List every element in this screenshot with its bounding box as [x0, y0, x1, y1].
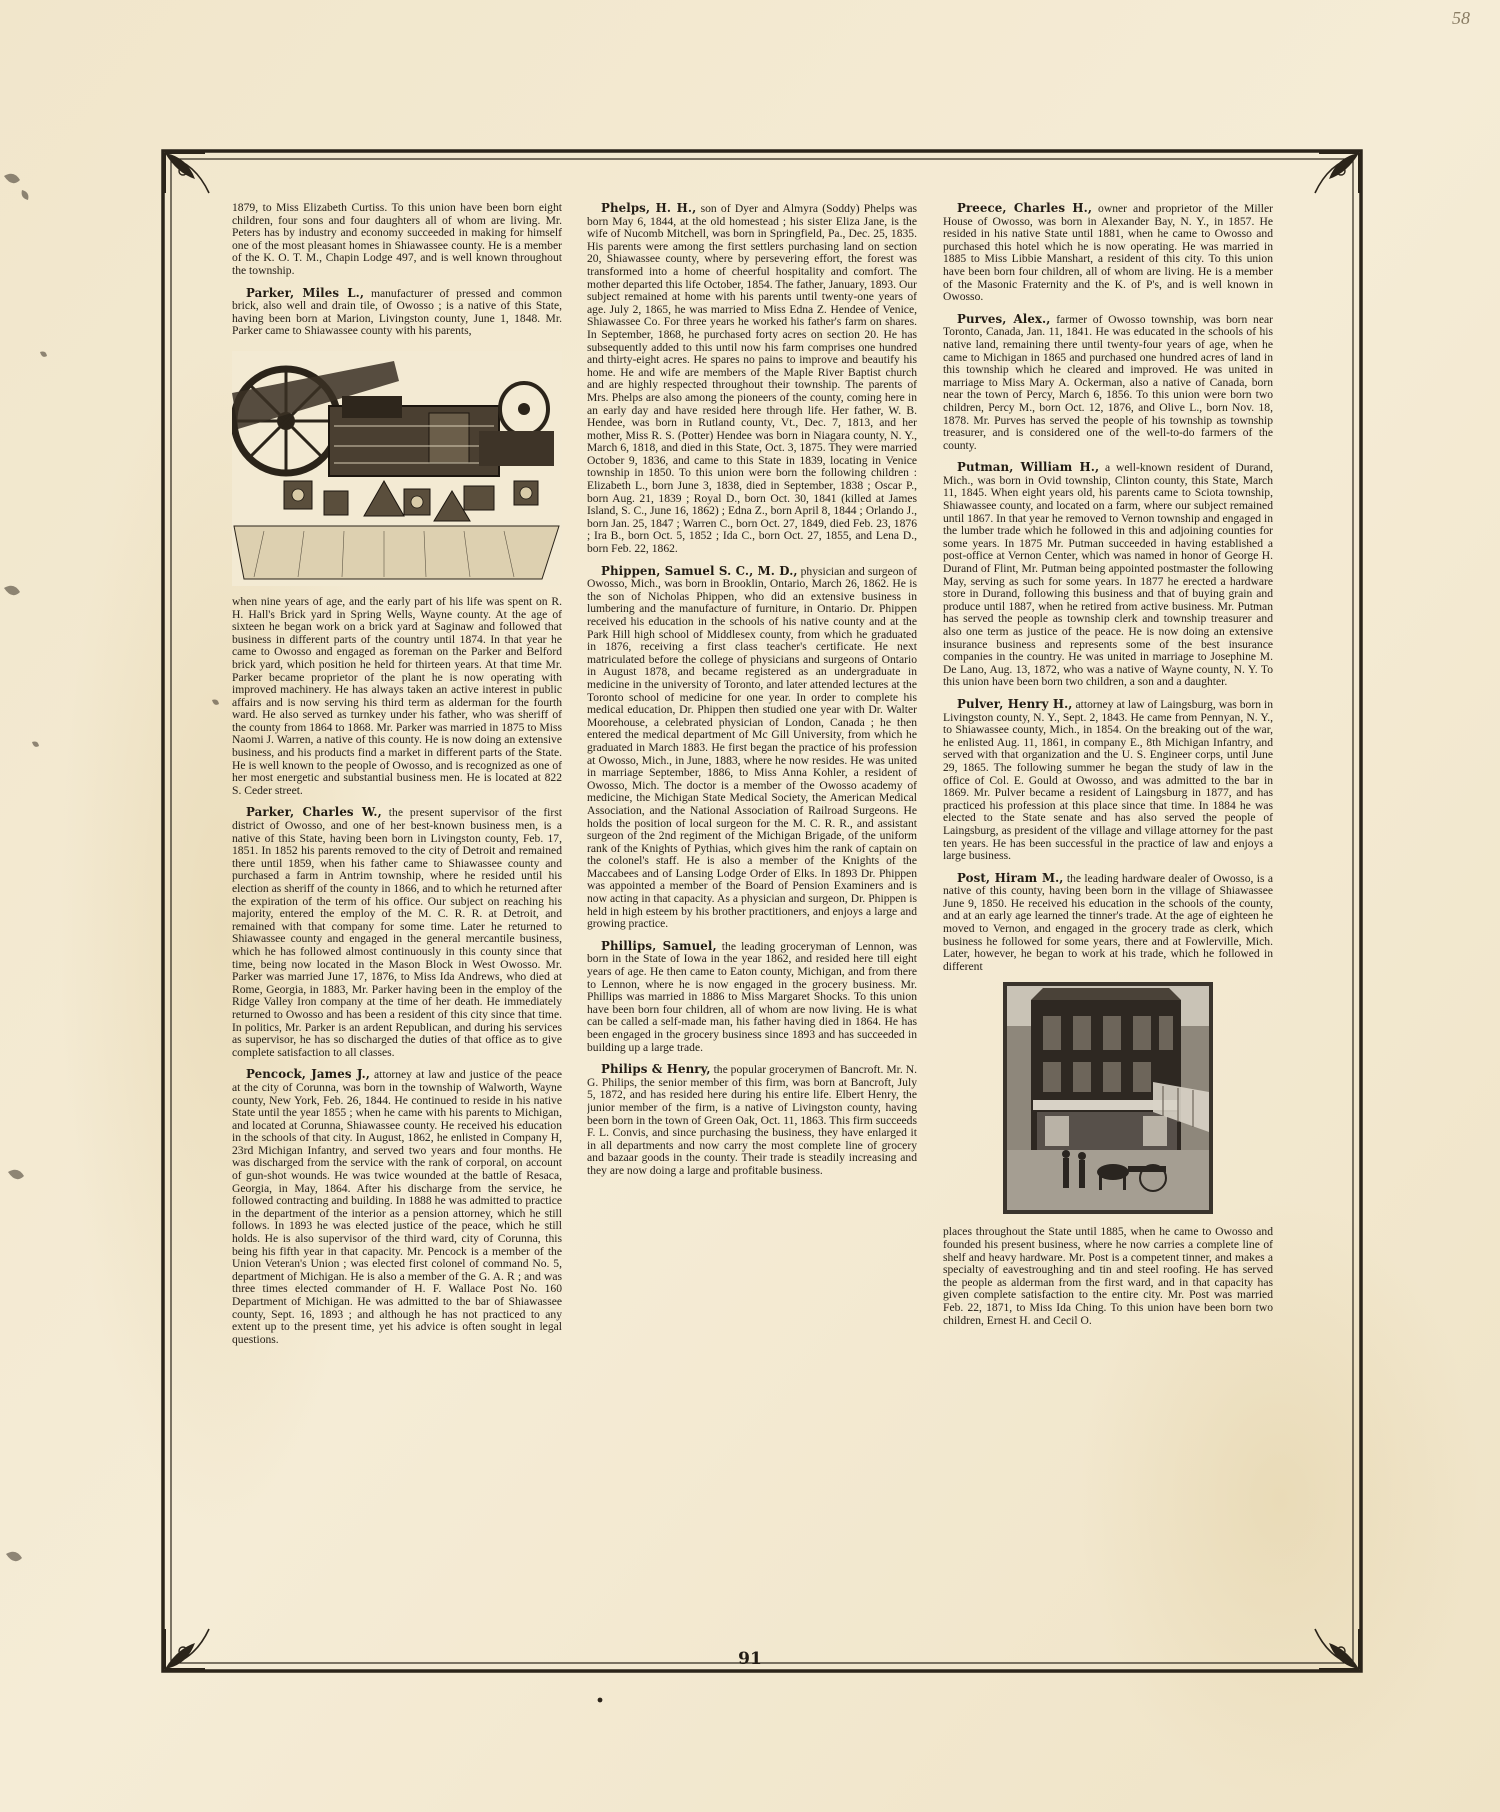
entry-name: Putman, William H.,	[957, 460, 1100, 475]
entry-name: Purves, Alex.,	[957, 311, 1051, 326]
entry-name: Pencock, James J.,	[246, 1067, 371, 1082]
entry-parker-miles-continued: when nine years of age, and the early part of his life was spent on R. H. Hall's Brick yard in Spring Wells, Wayne county. At the age of sixteen he began work on a brick yard at Saginaw and followed that business in different parts of the country until 1874. In that year he came to Owosso and engaged as foreman on the Parker and Belford brick yard, which position he held for thirteen years. At that time Mr. Parker became proprietor of the plant he is now operating with improved machinery. He has always taken an active interest in public affairs and is now serving his third term as alderman for the fourth ward. He also served as turnkey under his father, who was sheriff of the county from 1864 to 1868. Mr. Parker was married in 1875 to Miss Naomi J. Warren, a native of this county. He is now doing an extensive business, and his products find a market in different parts of the State. He is well known to the people of Owosso, and is recognized as one of her most energetic and substantial business men. He is located at 822 S. Ceder street.	[232, 594, 562, 797]
entry-post-hiram-continued: places throughout the State until 1885, when he came to Owosso and founded his present business, where he now carries a complete line of shelf and heavy hardware. Mr. Post is a competent tinner, and makes a specialty of eavestroughing and tin and steel roofing. He has served the people as alderman from the first ward, and in that capacity has given complete satisfaction to the entire city. Mr. Post was married Feb. 22, 1871, to Miss Ida Ching. To this union have been born two children, Ernest H. and Cecil O.	[943, 1225, 1273, 1327]
entry-post-hiram: Post, Hiram M., the leading hardware dealer of Owosso, is a native of this county, having been born in the village of Shiawassee June 9, 1850. He received his education in the schools of the county, and at an early age learned the tinner's trade. At the age of eighteen he moved to Vernon, and engaged in the grocery trade as clerk, which business he followed for some years, there and at Fowlerville, Mich. Later, however, he began to work at his trade, which he followed in different	[943, 870, 1273, 973]
text-column-2	[587, 202, 917, 1632]
entry-phillips-samuel: Phillips, Samuel, the leading groceryman of Lennon, was born in the State of Iowa in the year 1862, and resided here till eight years of age. He then came to Eaton county, Michigan, and from there to Lennon, where he is now engaged in the grocery business. Mr. Phillips was married in 1886 to Miss Margaret Shocks. To this union have been born four children, all of whom are now living. He is what can be called a self-made man, his father having died in 1864. He has been engaged in the grocery business since 1893 and has succeeded in building up a large trade.	[587, 938, 917, 1054]
entry-name: Parker, Charles W.,	[246, 805, 382, 820]
storefront-photograph-icon	[1003, 982, 1213, 1214]
entry-pulver: Pulver, Henry H., attorney at law of Laingsburg, was born in Livingston county, N. Y., Sept. 2, 1843. He came from Pennyan, N. Y., to Shiawassee county, Mich., in 1854. On the breaking out of the war, he enlisted Aug. 11, 1861, in company E., 8th Michigan Infantry, and served with that organization and the U. S. Engineer corps, until June 29, 1865. The following summer he began the study of law in the office of Col. E. Gould at Owosso, and was admitted to the bar in 1869. Mr. Pulver became a resident of Laingsburg in 1877, and has practiced his profession at this place since that time. In 1884 he was elected to the State senate and has also served the people of Laingsburg, as president of the village and village attorney for the past ten years. He has been successful in the practice of law and enjoys a large business.	[943, 696, 1273, 863]
entry-pencock-james: Pencock, James J., attorney at law and justice of the peace at the city of Corunna, was born in the township of Walworth, Wayne county, New York, Feb. 26, 1844. He continued to reside in his native State until the year 1855 ; when he came with his parents to Michigan, and located at Corunna, Shiawassee county. He received his education in the schools of that city. In August, 1862, he enlisted in Company H, 23rd Michigan Infantry, and served two years and four months. He was discharged from the service with the rank of corporal, on account of gun-shot wounds. He was twice wounded at the battle of Resaca, Georgia, in May, 1864. After his discharge from the service, he followed contracting and building. In 1888 he was admitted to practice in the department of the interior as a pension attorney, which he still follows. In 1893 he was elected justice of the peace, which he still holds. He is also supervisor of the third ward, city of Corunna, this being his fifth year in that capacity. Mr. Pencock is a member of the Union Veteran's Union ; was elected first colonel of command No. 5, department of Michigan. He is also a member of the G. A. R ; and was three times elected commander of H. F. Wallace Post No. 160 Department of Michigan. He was admitted to the bar of Shiawassee county, Sept. 16, 1893 ; and although he has not practiced to any extent up to the present time, yet his advice is often sought in legal questions.	[232, 1067, 562, 1346]
entry-name: Pulver, Henry H.,	[957, 696, 1073, 711]
entry-name: Parker, Miles L.,	[246, 285, 365, 300]
handwritten-page-note: 58	[1452, 8, 1470, 28]
entry-philips-henry: Philips & Henry, the popular grocerymen of Bancroft. Mr. N. G. Philips, the senior member of this firm, was born at Bancroft, July 5, 1872, and has resided here during his entire life. Elbert Henry, the junior member of the firm, is a native of Livingston county, having been born in the town of Green Oak, Oct. 11, 1863. This firm succeeds F. L. Convis, and since purchasing the business, they have enlarged it in all departments and now carry the most complete line of grocery and bazaar goods in the county. Their trade is steadily increasing and they are now doing a large and profitable business.	[587, 1062, 917, 1177]
entry-name: Phelps, H. H.,	[601, 202, 697, 215]
entry-purves: Purves, Alex., farmer of Owosso township, was born near Toronto, Canada, Jan. 11, 1841. He was educated in the schools of his native land, remaining there until twenty-four years of age, when he came to Michigan in 1865 and purchased one hundred acres of land in this township which he cleared and improved. He was united in marriage to Miss Mary A. Ockerman, also a native of Canada, born near the town of Percy, March 6, 1856. To this union were born two children, Percy M., born Oct. 12, 1876, and Olive L., born Nov. 18, 1878. Mr. Purves has served the people of his township as township treasurer, and is considered one of the well-to-do farmers of the county.	[943, 311, 1273, 452]
entry-name: Preece, Charles H.,	[957, 202, 1093, 215]
page-number: 91	[738, 1649, 762, 1669]
text-column-1	[232, 202, 562, 1632]
entry-parker-miles: Parker, Miles L., manufacturer of pressed and common brick, also well and drain tile, of Owosso ; is a native of this State, having been born at Marion, Livingston county, June 1, 1848. Mr. Parker came to Shiawassee county with his parents,	[232, 285, 562, 338]
entry-phelps: Phelps, H. H., son of Dyer and Almyra (Soddy) Phelps was born May 6, 1844, at the old homestead ; his sister Eliza Jane, is the wife of Nucomb Mitchell, was born in Springfield, Pa., Dec. 25, 1835. His parents were among the first settlers purchasing land on section 20, Shiawassee county, where by persevering effort, the forest was transformed into a home of cheerful hospitality and comfort. The mother departed this life October, 1854. The father, January, 1893. Our subject remained at home with his parents until twenty-one years of age. July 2, 1865, he was married to Miss Edna Z. Hendee of Venice, Shiawassee Co. For three years he worked his father's farm on shares. In September, 1868, he purchased forty acres on section 20. He has subsequently added to this until now his farm comprises one hundred and thirty-eight acres. He spares no pains to improve and beautify his home. He and wife are members of the Maple River Baptist church and are highly respected throughout their township. The parents of Mrs. Phelps are also among the pioneers of the county, coming here in an early day and have resided here through life. Her father, W. B. Hendee, was born in Rutland county, Vt., Dec. 7, 1813, and her mother, Miss R. S. (Potter) Hendee was born in Niagara county, N. Y., March 6, 1818, and died in this State, Oct. 3, 1875. They were married October 9, 1836, and came to this State in 1839, locating in Venice township in 1850. To this union were born the following children : Elizabeth L., born June 3, 1838, died in September, 1838 ; Oscar P., born Aug. 21, 1839 ; Royal D., born Oct. 30, 1841 (killed at James Island, S. C., June 16, 1862) ; Edna Z., born April 8, 1844 ; Orlando J., born Jan. 25, 1847 ; Warren C., born Oct. 27, 1849, died Feb. 23, 1876 ; Ira B., born Oct. 5, 1852 ; Ida C., born Oct. 27, 1855, and Lena D., born Feb. 22, 1862.	[587, 202, 917, 556]
entry-parker-charles: Parker, Charles W., the present supervisor of the first district of Owosso, and one of her best-known business men, is a native of this State, having been born in Livingston county, Feb. 17, 1851. In 1852 his parents removed to the city of Detroit and remained there until 1859, when his father came to Shiawassee county and purchased a farm in Antrim township, where he resided until his election as sheriff of the county in 1866, and to which he returned after the expiration of the term of his office. Our subject on reaching his majority, entered the employ of the M. C. R. R. at Detroit, and remained with that company for some time. Later he returned to Shiawassee county and engaged in the general mercantile business, which he has followed almost continuously in this county since that time, being now located in the Mason Block in West Owosso. Mr. Parker was married June 17, 1876, to Miss Ida Andrews, who died at Rome, Georgia, in 1883, Mr. Parker having been in the employ of the Ridge Valley Iron company at the time of her death. He immediately returned to Owosso and has been a resident of this city since that time. In politics, Mr. Parker is an ardent Republican, and during his services as supervisor, he has so discharged the duties of that office as to give complete satisfaction to all classes.	[232, 805, 562, 1059]
entry-name: Phillips, Samuel,	[601, 938, 717, 953]
paragraph-peters-continued: 1879, to Miss Elizabeth Curtiss. To this union have been born eight children, four sons and four daughters all of whom are living. Mr. Peters has by industry and economy succeeded in making for himself one of the most pleasant homes in Shiawassee county. He is a member of the K. O. T. M., Chapin Lodge 497, and is well known throughout the township.	[232, 202, 562, 277]
entry-name: Post, Hiram M.,	[957, 870, 1064, 885]
entry-putman: Putman, William H., a well-known resident of Durand, Mich., was born in Ovid township, Clinton county, this State, March 11, 1845. When eight years old, his parents came to Sciota township, Shiawassee county, and located on a farm, where our subject remained until 1867. In that year he removed to Vernon township and engaged in the lumber trade which he followed in this and adjoining counties for some years. In 1875 Mr. Putman succeeded in having established a post-office at Vernon Center, which was named in honor of George H. Durand of Flint, Mr. Putman being appointed postmaster the following May, serving as such for some years. In 1877 he erected a hardware store in Durand, following this business and that of buying grain and produce until 1887, when he retired from active business. Mr. Putman has served the people as township clerk and township treasurer and also one term as justice of the peace. He is now doing an extensive insurance business and represents some of the best insurance companies in the country. He was united in marriage to Josephine M. De Lano, Aug. 13, 1872, who was a native of Wayne county, N. Y. To this union have been born two children, a son and a daughter.	[943, 460, 1273, 689]
entry-name: Phippen, Samuel S. C., M. D.,	[601, 563, 798, 578]
brick-machine-engraving-icon	[232, 351, 562, 586]
entry-name: Philips & Henry,	[601, 1062, 711, 1077]
entry-preece: Preece, Charles H., owner and proprietor of the Miller House of Owosso, was born in Alexander Bay, N. Y., in 1857. He resided in his native State until 1881, when he came to Owosso and purchased this hotel which he is now operating. He was married in 1885 to Miss Libbie Manshart, a resident of this city. To this union have been born four children, all of whom are living. He is a member of the Masonic Fraternity and the K. of P's, and is well known in Owosso.	[943, 202, 1273, 304]
text-column-3	[943, 202, 1273, 1632]
entry-phippen: Phippen, Samuel S. C., M. D., physician and surgeon of Owosso, Mich., was born in Brooklin, Ontario, March 26, 1862. He is the son of Nicholas Phippen, who did an extensive business in lumbering and the manufacture of furniture, in Ontario. Dr. Phippen received his education in the schools of his native county and at the Park Hill high school of Middlesex county, from which he graduated in 1876, receiving a first class teacher's certificate. He next matriculated before the college of physicians and surgeons of Ontario in August 1878, and became registered as an undergraduate in medicine in the university of Toronto, and later attended lectures at the Toronto school of medicine for one year. In order to complete his medical education, Dr. Phippen then studied one year with Dr. Walter Moorehouse, a celebrated physician of London, Canada ; he then entered the medical department of Mc Gill University, from which he graduated in March 1883. He first began the practice of his profession at Owosso, Mich., in June, 1883, where he now resides. He was united in marriage September, 1886, to Miss Anna Kohler, a resident of Owosso, Mich. The doctor is a member of the Owosso academy of medicine, the Michigan State Medical Society, the American Medical Association, and the National Association of Railroad Surgeons. He holds the position of local surgeon for the M. C. R. R., and assistant surgeon of the 2nd regiment of the Michigan Brigade, of the uniform rank of the Knights of Pythias, which gives him the rank of captain on the colonel's staff. He is also a member of the Knights of the Maccabees and of Lansing Lodge Order of Elks. In 1893 Dr. Phippen was appointed a member of the Board of Pension Examiners and is now acting in that capacity. As a physician and surgeon, Dr. Phippen is held in high esteem by his brother practitioners, and enjoys a large and growing practice.	[587, 563, 917, 931]
